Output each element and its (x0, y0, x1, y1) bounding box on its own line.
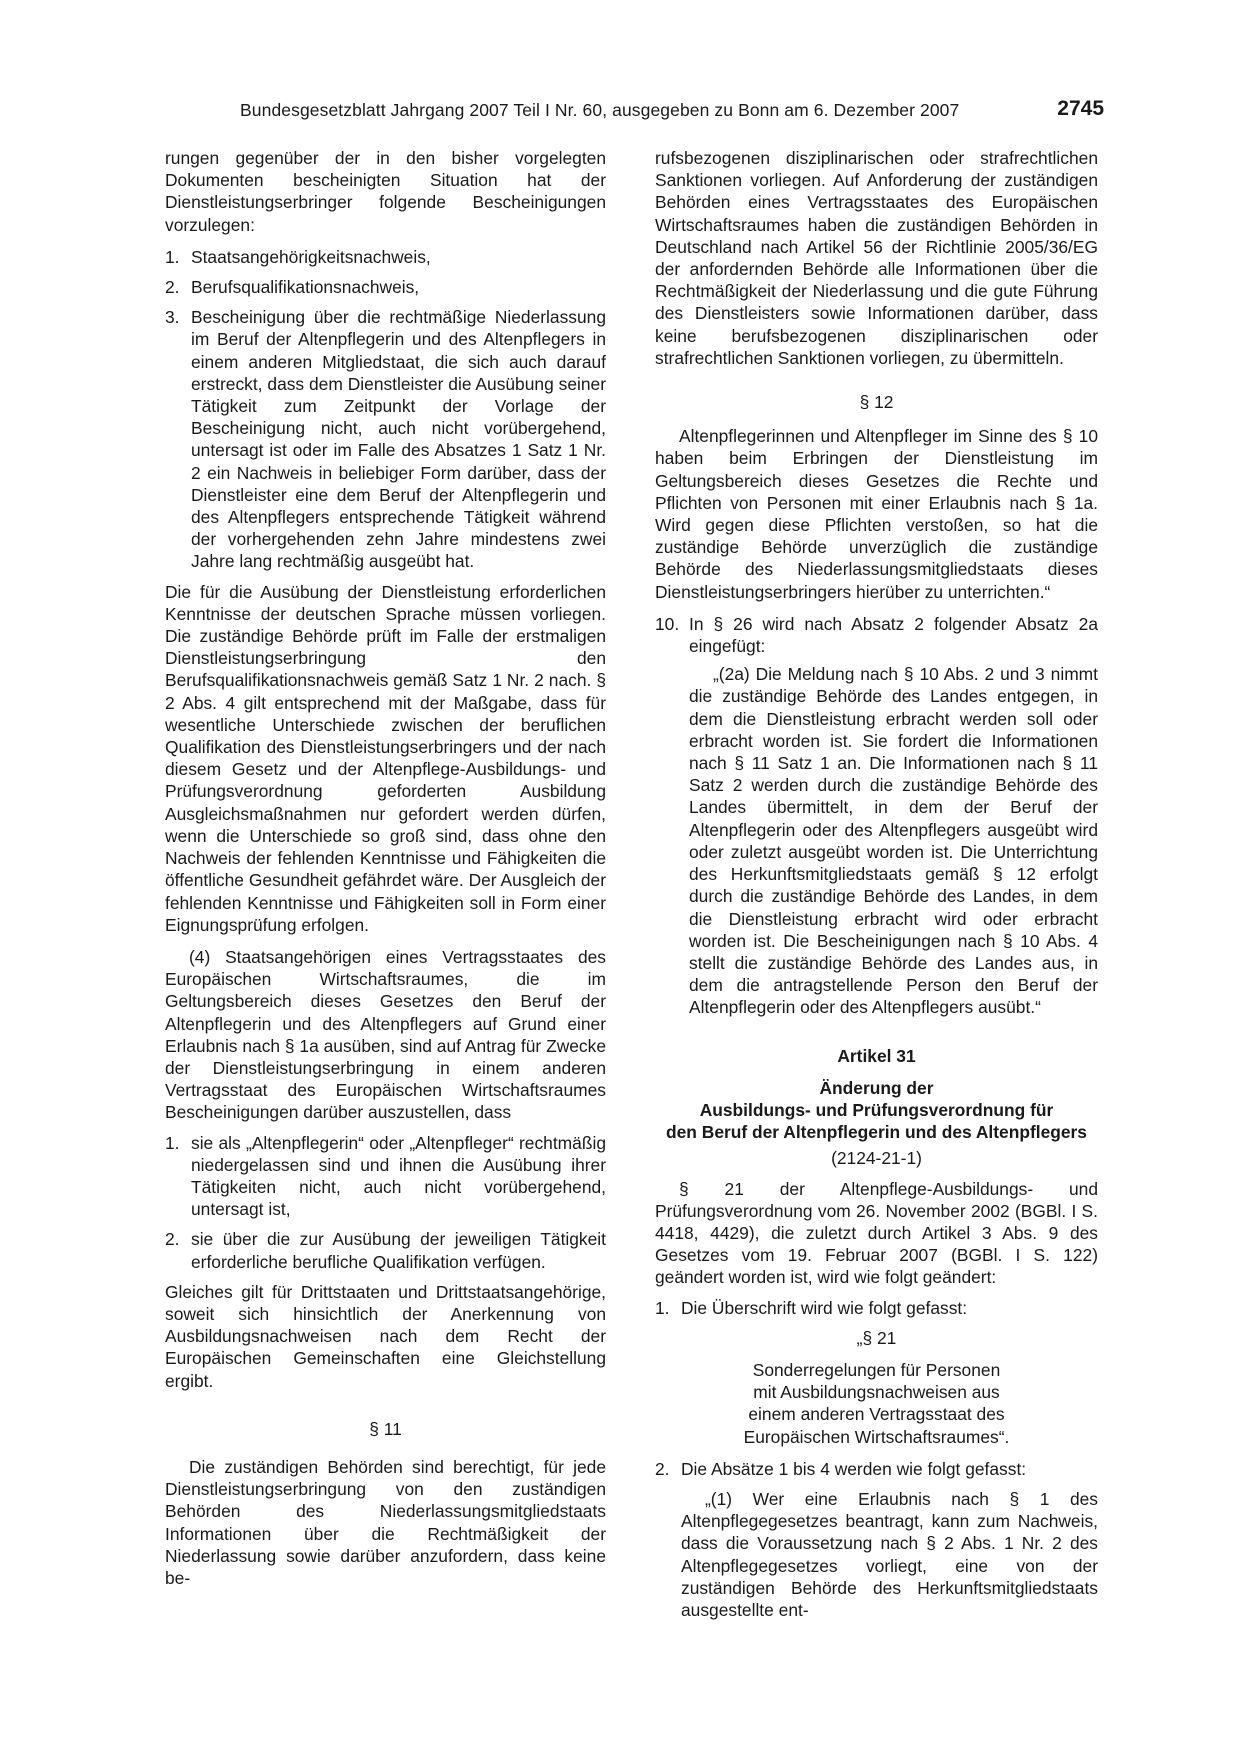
list-text: Die Absätze 1 bis 4 werden wie folgt gefasst: (681, 1458, 1027, 1479)
language-paragraph: Die für die Ausübung der Dienstleistung erforderlichen Kenntnisse der deutschen Sprache müssen vorliegen. Die zuständige Behörde prüft im Falle der erstmaligen Dienstleistungserbringung den Berufsqualifikationsnachweis gemäß Satz 1 Nr. 2 nach. § 2 Abs. 4 gilt entsprechend mit der Maßgabe, dass für wesentliche Unterschiede zwischen der beruflichen Qualifikation des Dienstleistungserbringers und der nach diesem Gesetz und der Altenpflege-Ausbildungs- und Prüfungsverordnung geforderten Ausbildung Ausgleichsmaßnahmen nur gefordert werden dürfen, wenn die Unterschiede so groß sind, dass ohne den Nachweis der fehlenden Kenntnisse und Fähigkeiten die öffentliche Gesundheit gefährdet wäre. Der Ausgleich der fehlenden Kenntnisse und Fähigkeiten soll in Form einer Eignungsprüfung erfolgen. (165, 581, 606, 935)
inserted-paragraph-block (655, 663, 1098, 1018)
list-number: 1. (655, 1297, 670, 1318)
paragraph-4: (4) Staatsangehörigen eines Vertragsstaates des Europäischen Wirtschaftsraumes, die im Geltungsbereich dieses Gesetzes den Beruf der Altenpflegerin und des Altenpflegers auf Grund einer Erlaubnis nach § 1a ausüben, sind auf Antrag für Zwecke der Dienstleistungserbringung in einem anderen Vertragsstaat des Europäischen Wirtschaftsraumes Bescheinigungen darüber auszustellen, dass (165, 946, 606, 1123)
section-11-text: Die zuständigen Behörden sind berechtigt, für jede Dienstleistungserbringung von den zuständigen Behörden des Niederlassungsmitgliedstaats Informationen über die Rechtmäßigkeit der Niederlassung sowie darüber anzufordern, dass keine be- (165, 1456, 606, 1588)
article-heading (655, 1077, 1098, 1144)
list-item (165, 276, 606, 298)
article-31-intro: § 21 der Altenpflege-Ausbildungs- und Prüfungsverordnung vom 26. November 2002 (BGBl. I S. 4418, 4429), die zuletzt durch Artikel 3 Abs. 9 des Gesetzes vom 19. Februar 2007 (BGBl. I S. 122) geändert worden ist, wird wie folgt geändert: (655, 1178, 1098, 1288)
continuation-paragraph: rufsbezogenen disziplinarischen oder strafrechtlichen Sanktionen vorliegen. Auf Anforderung der zuständigen Behörden eines Vertragsstaates des Europäischen Wirtschaftsraumes haben die zuständigen Behörden in Deutschland nach Artikel 56 der Richtlinie 2005/36/EG der anfordernden Behörde alle Informationen über die Rechtmäßigkeit der Niederlassung und die gute Führung des Dienstleisters sowie Informationen darüber, dass keine berufsbezogenen disziplinarischen oder strafrechtlichen Sanktionen vorliegen, zu übermitteln. (655, 148, 1098, 368)
paragraph-2a: „(2a) Die Meldung nach § 10 Abs. 2 und 3 nimmt die zuständige Behörde des Landes entgegen, in dem die Dienstleistung erbracht werden soll oder erbracht worden ist. Sie fordert die Informationen nach § 11 Satz 1 an. Die Informationen nach § 11 Satz 2 werden durch die zuständige Behörde des Landes übermittelt, in dem der Beruf der Altenpflegerin oder des Altenpflegers ausgeübt wird oder zuletzt ausgeübt worden ist. Die Unterrichtung des Herkunftsmitgliedstaats gemäß § 12 erfolgt durch die zuständige Behörde des Landes, in dem die Dienstleistung erbracht wird oder erbracht worden ist. Die Bescheinigungen nach § 10 Abs. 4 stellt die zuständige Behörde des Landes aus, in dem die antragstellende Person den Beruf der Altenpflegerin oder des Altenpflegers ausübt.“ (689, 664, 1098, 1018)
list-number: 2. (165, 277, 180, 298)
list-text: sie über die zur Ausübung der jeweiligen Tätigkeit erforderliche berufliche Qualifikation verfügen. (191, 1229, 606, 1272)
article-reference: (2124-21-1) (831, 1148, 922, 1169)
section-12-text: Altenpflegerinnen und Altenpfleger im Sinne des § 10 haben beim Erbringen der Dienstleistung im Geltungsbereich dieses Gesetzes die Rechte und Pflichten von Personen mit einer Erlaubnis nach § 1a. Wird gegen diese Pflichten verstoßen, so hat die zuständige Behörde unverzüglich die zuständige Behörde des Niederlassungsmitgliedstaats dieses Dienstleistungserbringers hierüber zu unterrichten.“ (655, 426, 1098, 602)
new-title-line: Europäischen Wirtschaftsraumes“. (743, 1426, 1010, 1447)
new-paragraph-block (655, 1488, 1098, 1621)
list-text: Berufsqualifikationsnachweis, (191, 277, 420, 298)
left-column (165, 147, 606, 1589)
section-11-heading: § 11 (369, 1418, 402, 1439)
new-title-line: Sonderregelungen für Personen (752, 1359, 1001, 1380)
amendment-item-10 (655, 613, 1098, 657)
right-column (655, 147, 1098, 1621)
article-title: Artikel 31 (837, 1045, 916, 1066)
list-number: 2. (655, 1458, 670, 1479)
list-text: In § 26 wird nach Absatz 2 folgender Absatz 2a eingefügt: (689, 613, 1098, 657)
new-section-title (655, 1359, 1098, 1448)
list-number: 2. (165, 1229, 180, 1250)
third-countries-paragraph: Gleiches gilt für Drittstaaten und Drittstaatsangehörige, soweit sich hinsichtlich der Anerkennung von Ausbildungsnachweisen nach dem Recht der Europäischen Gemeinschaften eine Gleichstellung ergibt. (165, 1281, 606, 1391)
list-item (165, 306, 606, 572)
list-text: Bescheinigung über die rechtmäßige Niederlassung im Beruf der Altenpflegerin und des Altenpflegers in einem anderen Mitgliedstaat, die sich auch darauf erstreckt, dass dem Dienstleister die Ausübung seiner Tätigkeit zum Zeitpunkt der Vorlage der Bescheinigung nicht, auch nicht vorübergehend, untersagt ist oder im Falle des Absatzes 1 Satz 1 Nr. 2 ein Nachweis in beliebiger Form darüber, dass der Dienstleister eine dem Beruf der Altenpflegerin und des Altenpflegers entsprechende Tätigkeit während der vorhergehenden zehn Jahre mindestens zwei Jahre lang rechtmäßig ausgeübt hat. (191, 307, 606, 572)
list-item (165, 246, 606, 268)
new-section-21: „§ 21 (856, 1327, 897, 1348)
page-number: 2745 (1057, 97, 1104, 120)
list-text: Staatsangehörigkeitsnachweis, (191, 246, 431, 267)
amendment-item-1 (655, 1297, 1098, 1319)
article-heading-line: Ausbildungs- und Prüfungsverordnung für (699, 1099, 1054, 1120)
list-item (165, 1132, 606, 1221)
list-number: 3. (165, 307, 180, 328)
new-paragraph-1: „(1) Wer eine Erlaubnis nach § 1 des Altenpflegegesetzes beantragt, kann zum Nachweis, dass die Voraussetzung nach § 2 Abs. 1 Nr. 2 des Altenpflegegesetzes vorliegt, eine von der zuständigen Behörde des Herkunftsmitgliedstaats ausgestellte ent- (681, 1488, 1098, 1620)
list-text: Die Überschrift wird wie folgt gefasst: (681, 1297, 968, 1318)
list-text: sie als „Altenpflegerin“ oder „Altenpfleger“ rechtmäßig niedergelassen sind und ihnen die Ausübung ihrer Tätigkeiten nicht, auch nicht vorübergehend, untersagt ist, (191, 1132, 606, 1220)
required-documents-list (165, 246, 606, 573)
list-item (165, 1228, 606, 1272)
new-title-line: mit Ausbildungsnachweisen aus (753, 1382, 1000, 1403)
certificate-conditions-list (165, 1132, 606, 1273)
list-number: 1. (165, 246, 180, 267)
article-heading-line: Änderung der (819, 1077, 934, 1098)
list-number: 10. (655, 613, 680, 634)
running-header: Bundesgesetzblatt Jahrgang 2007 Teil I Nr. 60, ausgegeben zu Bonn am 6. Dezember 2007 (240, 100, 960, 120)
article-heading-line: den Beruf der Altenpflegerin und des Altenpflegers (666, 1122, 1087, 1143)
new-title-line: einem anderen Vertragsstaat des (748, 1404, 1005, 1425)
amendment-item-2 (655, 1458, 1098, 1480)
list-number: 1. (165, 1132, 180, 1153)
section-12-heading: § 12 (859, 392, 894, 413)
intro-paragraph: rungen gegenüber der in den bisher vorgelegten Dokumenten bescheinigten Situation hat der Dienstleistungserbringer folgende Bescheinigungen vorzulegen: (165, 148, 606, 235)
